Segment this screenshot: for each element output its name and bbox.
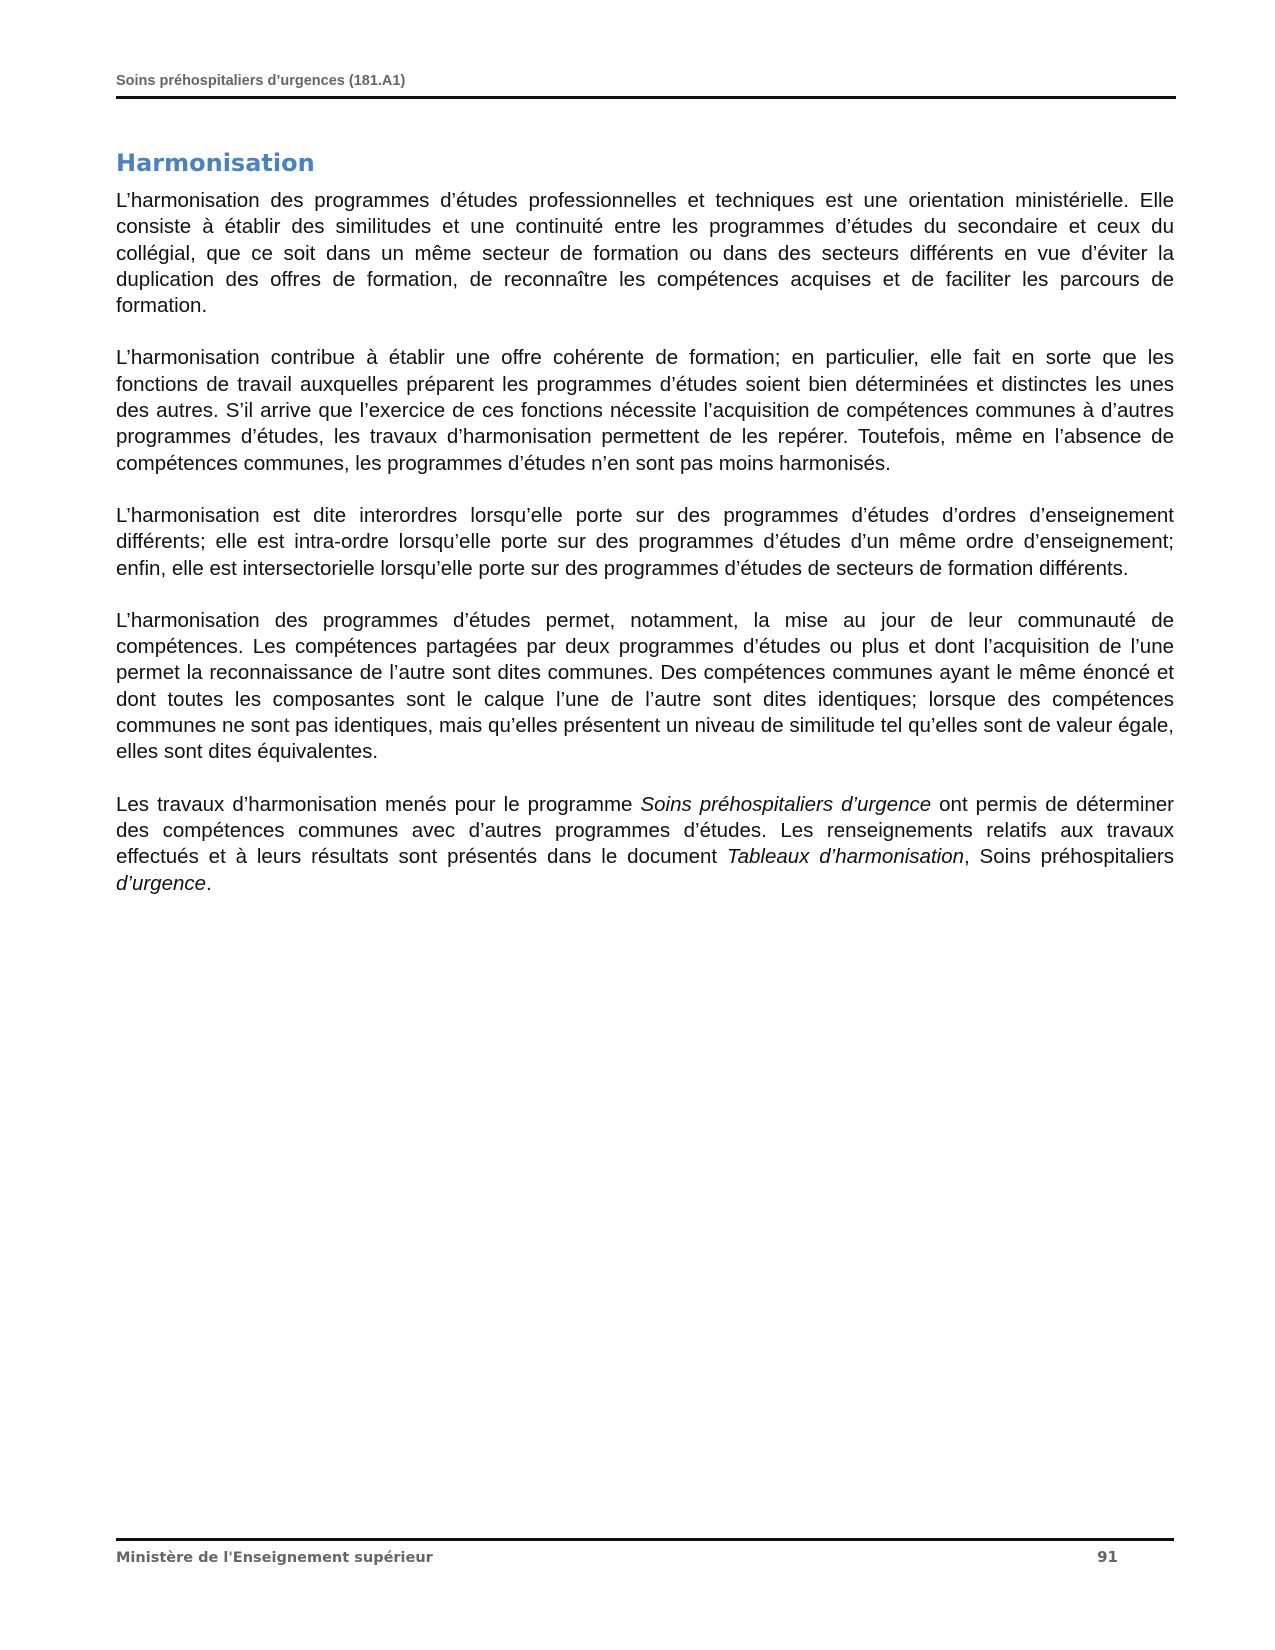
paragraph-5: [116, 792, 1174, 897]
paragraph-1: L’harmonisation des programmes d’études professionnelles et techniques est une orientation ministérielle. Elle consiste à établir des similitudes et une continuité entre les programmes d’études du secondaire et ceux du collégial, que ce soit dans un même secteur de formation ou dans des secteurs différents en vue d’éviter la duplication des offres de formation, de reconnaître les compétences acquises et de faciliter les parcours de formation.: [116, 189, 1174, 318]
page-footer: [116, 1538, 1174, 1569]
paragraph-4: L’harmonisation des programmes d’études permet, notamment, la mise au jour de leur communauté de compétences. Les compétences partagées par deux programmes d’études ou plus et dont l’acquisition de l’une permet la reconnaissance de l’autre sont dites communes. Des compétences communes ayant le même énoncé et dont toutes les composantes sont le calque l’une de l’autre sont dites identiques; lorsque des compétences communes ne sont pas identiques, mais qu’elles présentent un niveau de similitude tel qu’elles sont de valeur égale, elles sont dites équivalentes.: [116, 608, 1174, 764]
program-name-italic: Soins préhospitaliers d’urgence: [640, 792, 932, 816]
document-name-italic-2: d’urgence: [116, 871, 207, 895]
page-header: [116, 72, 1176, 99]
main-content: [116, 146, 1174, 923]
footer-organization: Ministère de l'Enseignement supérieur: [116, 1550, 433, 1566]
paragraph-5-text-4: .: [206, 871, 212, 895]
section-title: Harmonisation: [116, 149, 315, 177]
paragraph-5-text-1: Les travaux d’harmonisation menés pour le programme: [116, 792, 641, 816]
document-name-italic: Tableaux d’harmonisation: [726, 845, 964, 869]
document-title: Soins préhospitaliers d’urgences (181.A1): [116, 73, 406, 89]
paragraph-2: L’harmonisation contribue à établir une offre cohérente de formation; en particulier, elle fait en sorte que les fonctions de travail auxquelles préparent les programmes d’études soient bien déterminées et distinctes les unes des autres. S’il arrive que l’exercice de ces fonctions nécessite l’acquisition de compétences communes à d’autres programmes d’études, les travaux d’harmonisation permettent de les repérer. Toutefois, même en l’absence de compétences communes, les programmes d’études n’en sont pas moins harmonisés.: [116, 346, 1174, 475]
paragraph-3: L’harmonisation est dite interordres lorsqu’elle porte sur des programmes d’études d’ordres d’enseignement différents; elle est intra-ordre lorsqu’elle porte sur des programmes d’études d’un même ordre d’enseignement; enfin, elle est intersectorielle lorsqu’elle porte sur des programmes d’études de secteurs de formation différents.: [116, 503, 1174, 580]
page-number: 91: [1097, 1548, 1118, 1566]
paragraph-5-text-3: , Soins préhospitaliers: [964, 845, 1174, 869]
paragraph-5-text-2: ont permis de déterminer des compétences communes avec d’autres programmes d’études. Les renseignements relatifs aux travaux effectués et à leurs résultats sont présentés dans le document: [116, 792, 1175, 869]
